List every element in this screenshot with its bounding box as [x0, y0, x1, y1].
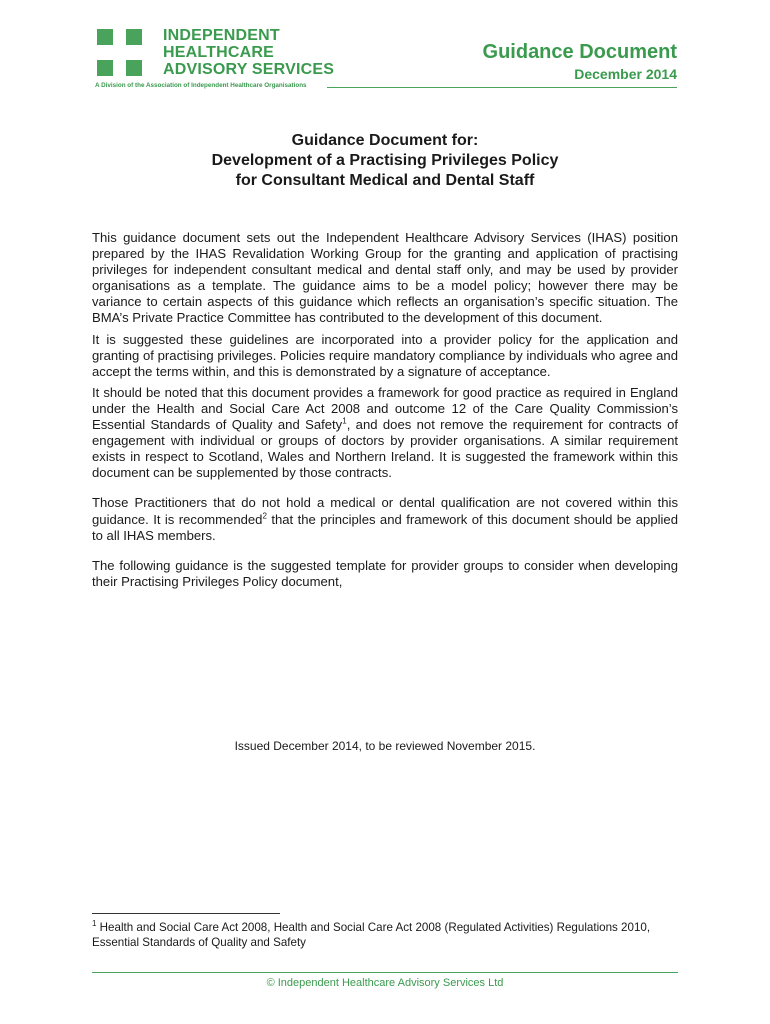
- logo-square: [97, 29, 113, 45]
- title-line-3: for Consultant Medical and Dental Staff: [235, 172, 535, 189]
- issued-statement: Issued December 2014, to be reviewed November 2015.: [234, 739, 536, 753]
- footnote-ref-2: 2: [262, 511, 267, 521]
- footer-copyright: © Independent Healthcare Advisory Services Ltd: [266, 977, 504, 989]
- logo-line-2: HEALTHCARE: [163, 44, 275, 61]
- paragraph-practitioners: [92, 495, 678, 543]
- logo-wordmark: [163, 27, 334, 78]
- paragraph-guidelines: It is suggested these guidelines are incorporated into a provider policy for the application and granting of practising privileges. Policies require mandatory compliance by individuals who agree and accept the terms within, and this is demonstrated by a signature of acceptance.: [92, 331, 678, 379]
- logo-square: [97, 60, 113, 76]
- paragraph-framework-b: , and does not remove the requirement for contracts of engagement with individual or groups of doctors by provider organisations. A similar requirement exists in respect to Scotland, Wales and Northern Ireland. It is suggested the framework within this document can be supplemented by those contracts.: [92, 417, 679, 481]
- footer-divider: [92, 972, 678, 973]
- paragraph-practitioners-b: that the principles and framework of this document should be applied to all IHAS members.: [92, 511, 678, 543]
- header-divider: [327, 87, 677, 88]
- title-line-2: Development of a Practising Privileges Policy: [211, 152, 559, 169]
- logo-line-3: ADVISORY SERVICES: [163, 61, 335, 78]
- paragraph-framework-a: It should be noted that this document provides a framework for good practice as required in England under the Health and Social Care Act 2008 and outcome 12 of the Care Quality Commission’s Essential Standards of Quality and Safety: [92, 384, 678, 433]
- paragraph-practitioners-a: Those Practitioners that do not hold a medical or dental qualification are not covered within this guidance. It is recommended: [92, 495, 678, 527]
- footnote-ref-1: 1: [342, 416, 347, 426]
- logo-square: [126, 29, 142, 45]
- page-title: [92, 131, 678, 191]
- title-line-1: Guidance Document for:: [291, 132, 479, 149]
- paragraph-template: The following guidance is the suggested template for provider groups to consider when developing their Practising Privileges Policy document,: [92, 557, 678, 589]
- logo-squares: [97, 29, 147, 79]
- document-date: December 2014: [574, 66, 677, 82]
- body-text: [92, 230, 678, 595]
- logo-square: [126, 60, 142, 76]
- footnote-text: Health and Social Care Act 2008, Health and Social Care Act 2008 (Regulated Activities) Regulations 2010, Essential Standards of Quality and Safety: [92, 921, 651, 949]
- logo-line-1: INDEPENDENT: [163, 27, 280, 44]
- logo-subtitle: A Division of the Association of Independent Healthcare Organisations: [95, 82, 307, 89]
- document-type-heading: Guidance Document: [482, 41, 677, 63]
- paragraph-framework: [92, 385, 678, 482]
- paragraph-intro: This guidance document sets out the Independent Healthcare Advisory Services (IHAS) position prepared by the IHAS Revalidation Working Group for the granting and application of practising privileges for independent consultant medical and dental staff only, and may be used by provider organisations as a template. The guidance aims to be a model policy; however there may be variance to certain aspects of this guidance which reflects an organisation’s specific situation. The BMA’s Private Practice Committee has contributed to the development of this document.: [92, 230, 678, 326]
- footnote-number: 1: [92, 919, 97, 929]
- footnote-divider: [92, 913, 280, 914]
- footnote: [92, 920, 678, 950]
